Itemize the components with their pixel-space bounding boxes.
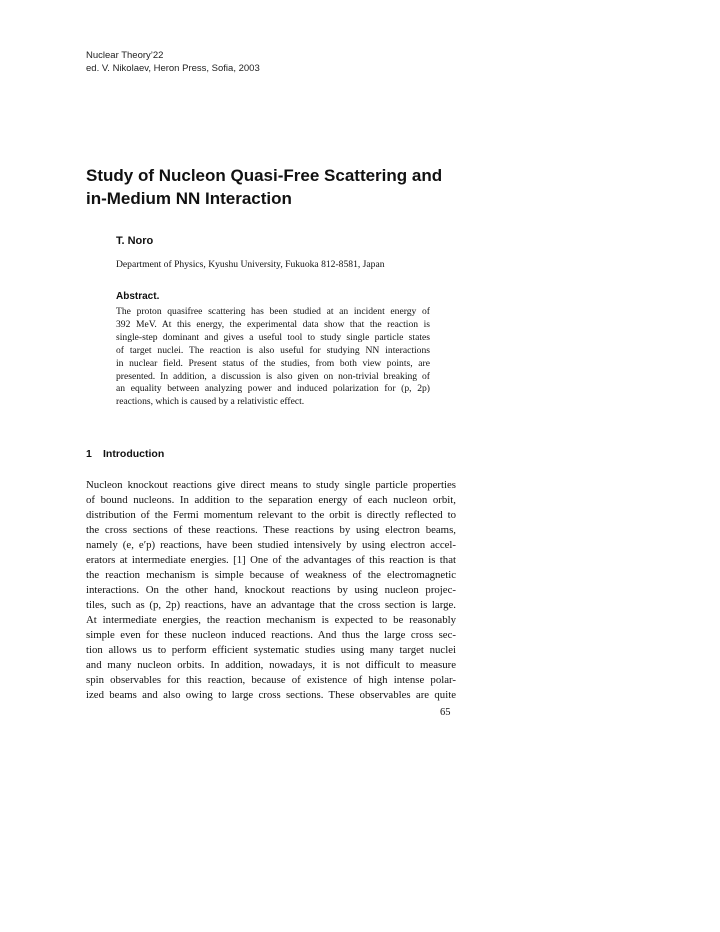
body-line: the reaction mechanism is simple because of weakness of the electromagnetic [86,569,456,581]
body-line: At intermediate energies, the reaction mechanism is expected to be reasonably [86,614,456,626]
running-header [86,50,260,75]
body-line: spin observables for this reaction, because of existence of high intense polar- [86,674,456,686]
author-name: T. Noro [116,235,154,247]
publisher-line: ed. V. Nikolaev, Heron Press, Sofia, 2003 [86,62,260,74]
page-number: 65 [440,707,451,718]
section-heading [86,448,164,460]
abstract-line: 392 MeV. At this energy, the experimental data show that the reaction is [116,318,430,330]
author-affiliation: Department of Physics, Kyushu University, Fukuoka 812-8581, Japan [116,259,385,270]
abstract-line: reactions, which is caused by a relativistic effect. [116,396,305,408]
journal-line: Nuclear Theory’22 [86,50,164,61]
body-line: namely (e, e′p) reactions, have been studied intensively by using electron accel- [86,539,456,551]
abstract-line: single-step dominant and gives a useful tool to study single particle states [116,331,430,343]
abstract-text [116,306,430,409]
body-line: simple even for these nucleon induced reactions. And thus the large cross sec- [86,629,456,641]
body-line: Nucleon knockout reactions give direct means to study single particle properties [86,479,456,491]
paper-title [86,164,526,210]
body-text [86,478,456,703]
title-line: in-Medium NN Interaction [86,189,292,208]
body-line: the cross sections of these reactions. These reactions by using electron beams, [86,524,456,536]
body-line: interactions. On the other hand, knockout reactions by using nucleon projec- [86,584,456,596]
body-line: ized beams and also owing to large cross sections. These observables are quite [86,689,456,701]
title-line: Study of Nucleon Quasi-Free Scattering and [86,166,443,185]
abstract-line: The proton quasifree scattering has been studied at an incident energy of [116,306,430,317]
abstract-line: presented. In addition, a discussion is also given on non-trivial breaking of [116,370,430,382]
body-line: of bound nucleons. In addition to the separation energy of each nucleon orbit, [86,494,456,506]
body-line: tion allows us to perform efficient systematic studies using many target nuclei [86,644,456,656]
abstract-line: of target nuclei. The reaction is also useful for studying NN interactions [116,344,430,356]
abstract-line: in nuclear field. Present status of the studies, from both view points, are [116,357,430,369]
abstract-heading: Abstract. [116,291,160,302]
section-title: Introduction [103,448,165,460]
body-line: and many nucleon orbits. In addition, nowadays, it is not difficult to measure [86,659,456,671]
section-number: 1 [86,448,92,460]
body-line: tiles, such as (p, 2p) reactions, have an advantage that the cross section is large. [86,599,456,611]
body-line: erators at intermediate energies. [1] One of the advantages of this reaction is that [86,554,456,566]
body-line: distribution of the Fermi momentum relevant to the orbit is directly reflected to [86,509,456,521]
abstract-line: an equality between analyzing power and induced polarization for (p, 2p) [116,383,430,395]
